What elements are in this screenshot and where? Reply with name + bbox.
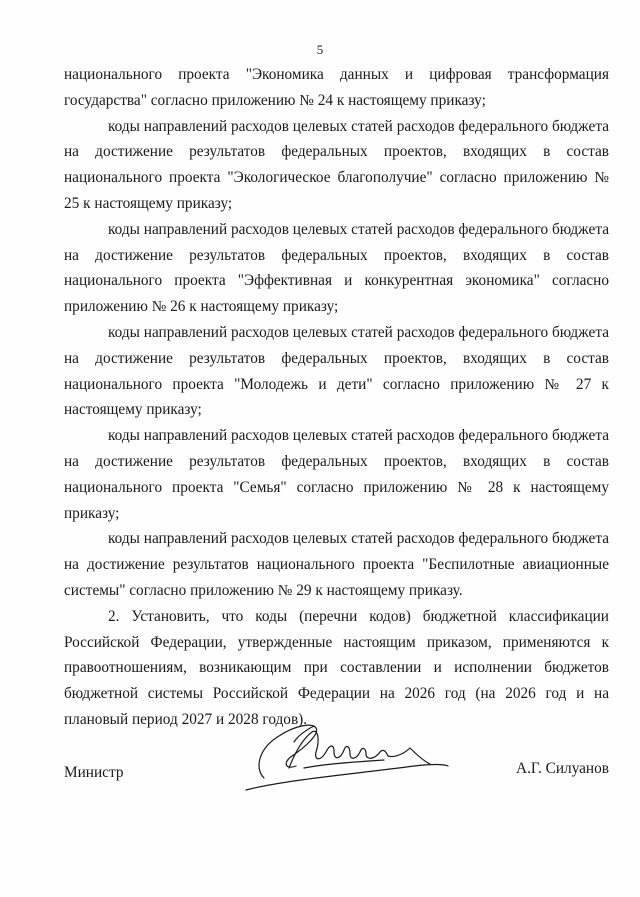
handwritten-signature <box>234 708 454 798</box>
signature-block <box>64 756 609 796</box>
paragraph-7: 2. Установить, что коды (перечни кодов) бюджетной классификации Российской Федерации, утвержденные настоящим приказом, применяются к правоотношениям, возникающим при составлении и исполнении бюджетов бюджетной системы Российской Федерации на 2026 год (на 2026 год и на плановый период 2027 и 2028 годов). <box>64 607 609 728</box>
paragraph-2: коды направлений расходов целевых статей расходов федерального бюджета на достижение результатов федеральных проектов, входящих в состав национального проекта "Экологическое благополучие" согласно приложению № 25 к настоящему приказу; <box>64 117 609 212</box>
signatory-name: А.Г. Силуанов <box>516 760 609 777</box>
document-body <box>64 62 609 733</box>
paragraph-1: национального проекта "Экономика данных и цифровая трансформация государства" согласно приложению № 24 к настоящему приказу; <box>64 66 609 109</box>
paragraph-5: коды направлений расходов целевых статей расходов федерального бюджета на достижение результатов федеральных проектов, входящих в состав национального проекта "Семья" согласно приложению № 28 к настоящему приказу; <box>64 427 609 522</box>
paragraph-3: коды направлений расходов целевых статей расходов федерального бюджета на достижение результатов федеральных проектов, входящих в состав национального проекта "Эффективная и конкурентная экономика" согласно приложению № 26 к настоящему приказу; <box>64 220 609 316</box>
paragraph-6: коды направлений расходов целевых статей расходов федерального бюджета на достижение результатов национального проекта "Беспилотные авиационные системы" согласно приложению № 29 к настоящему приказу. <box>64 530 609 599</box>
page-number: 5 <box>316 42 324 57</box>
signatory-title: Министр <box>64 764 124 781</box>
paragraph-4: коды направлений расходов целевых статей расходов федерального бюджета на достижение результатов федеральных проектов, входящих в состав национального проекта "Молодежь и дети" согласно приложению № 27 к настоящему приказу; <box>64 323 609 419</box>
